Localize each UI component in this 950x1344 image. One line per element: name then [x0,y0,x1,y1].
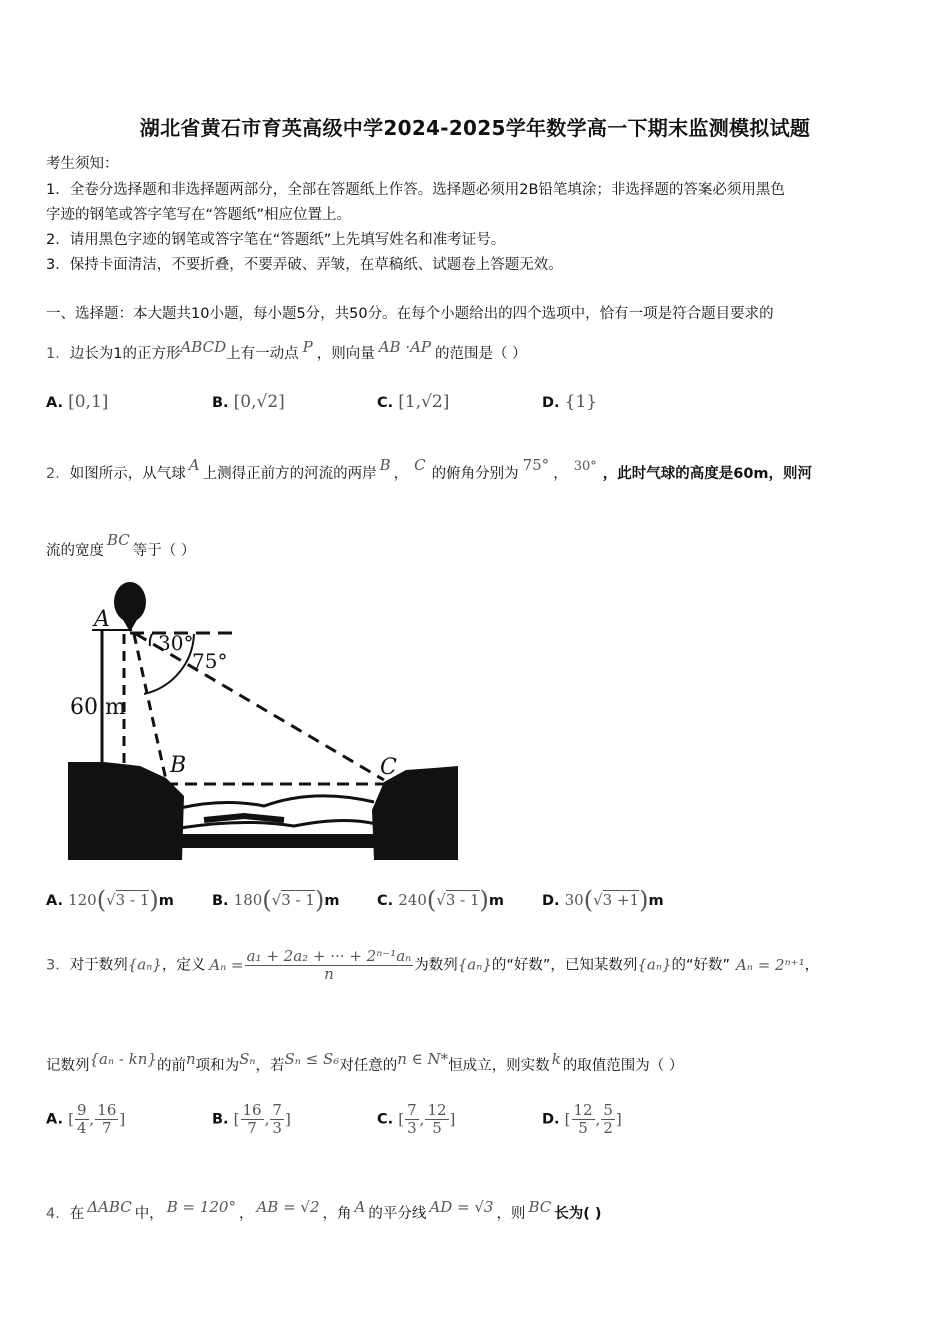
q4-math: BC [528,1198,552,1216]
q3-math: Aₙ = [209,955,244,974]
q2-text: ，此时气球的高度是60m，则河 [602,466,813,482]
option-label: A. [46,893,63,909]
balloon-shape [114,582,146,622]
q2-text: 的俯角分别为 [431,466,519,482]
question-3-cont [46,1050,683,1075]
q3-option-a[interactable]: A. [ $\frac{9}{4}$ , $\frac{16}{7}$ ] [46,1101,126,1137]
q3-text: 记数列 [46,1058,90,1074]
q2-text: ， [553,466,568,482]
q4-text: 长为( ) [554,1206,602,1222]
q3-text: 项和为 [195,1058,240,1074]
q3-text: 为数列 [414,957,458,974]
frac-den: 5 [432,1119,442,1137]
q4-math: ΔABC [87,1198,132,1216]
option-label: A. [46,395,63,411]
q3-text: 的取值范围为（ ） [562,1058,684,1074]
option-label: A. [46,1111,63,1128]
option-label: D. [542,893,560,909]
q4-text: 在 [69,1206,85,1222]
question-3 [46,948,819,983]
q1-option-c[interactable] [377,392,449,412]
q1-math: AB ·AP [378,338,432,356]
frac-num: 12 [427,1101,447,1119]
option-math: [0,√2] [233,392,285,412]
q1-text: 上有一动点 [226,346,299,362]
q3-text: 对于数列 [69,957,128,974]
label-height: 60 m [70,695,126,720]
q1-number: 1． [46,346,70,362]
frac-num: 9 [76,1101,87,1119]
option-unit: m [158,893,174,909]
option-math: [1,√2] [398,392,450,412]
q3-number: 3． [46,957,70,974]
q3-option-d[interactable]: D. [ $\frac{12}{5}$ , $\frac{5}{2}$ ] [542,1101,622,1137]
frac-num: 16 [242,1101,262,1119]
q2-text: ， [393,466,409,482]
q3-denominator: n [324,965,334,983]
q2-text: 等于（ ） [132,543,196,559]
q3-text: ， [804,957,820,974]
frac-num: 12 [573,1101,593,1119]
q3-text: ，若 [255,1058,285,1074]
option-inner: 3 - 1 [281,891,315,909]
option-label: B. [212,893,229,909]
q2-text: 如图所示，从气球 [69,466,186,482]
q3-math: n ∈ N* [397,1050,449,1068]
q4-text: 中， [134,1206,164,1222]
option-coef: 30 [564,891,584,909]
q2-math: B [379,456,391,474]
q3-math: Sₙ [239,1050,256,1068]
notice-item-3: 3．保持卡面清洁，不要折叠，不要弄破、弄皱，在草稿纸、试题卷上答题无效。 [46,257,563,273]
q3-math: k [551,1050,561,1068]
frac-den: 7 [102,1119,112,1137]
q3-text: 的“好数”，已知某数列 [491,957,638,974]
notice-item-2: 2．请用黑色字迹的钢笔或答字笔在“答题纸”上先填写姓名和准考证号。 [46,232,506,248]
q3-text: 的“好数” [671,957,731,974]
question-1 [46,338,527,363]
q4-math: B = 120° [166,1198,236,1216]
q2-math: 30° [573,459,597,474]
question-2 [46,456,812,483]
frac-den: 2 [603,1119,613,1137]
q2-option-c[interactable]: C. 240(√3 - 1)m [377,886,505,914]
q3-math: n [185,1050,196,1068]
q3-math: Sₙ ≤ S₆ [284,1050,340,1068]
q3-text: ，定义 [161,957,206,974]
option-inner: 3 +1 [602,891,640,909]
q1-math: P [302,338,313,356]
q1-text: 边长为1的正方形 [69,346,181,362]
option-coef: 180 [233,891,263,909]
right-bank [372,766,458,860]
question-2-cont [46,531,195,560]
q4-math: A [354,1198,366,1216]
option-label: D. [542,1111,560,1128]
q4-text: ，则 [496,1206,526,1222]
section-heading: 一、选择题：本大题共10小题，每小题5分，共50分。在每个小题给出的四个选项中，恰有一项是符合题目要求的 [46,306,774,322]
option-label: C. [377,1111,394,1128]
frac-den: 5 [578,1119,588,1137]
q3-option-b[interactable]: B. [ $\frac{16}{7}$ , $\frac{7}{3}$ ] [212,1101,291,1137]
option-math: {1} [564,392,598,412]
balloon-river-figure [44,570,484,870]
frac-den: 3 [272,1119,282,1137]
q1-math: ABCD [180,338,227,356]
q4-number: 4． [46,1206,70,1222]
label-a: A [94,607,110,632]
option-label: C. [377,395,394,411]
q4-text: 的平分线 [368,1206,427,1222]
q4-math: AD = √3 [429,1198,494,1216]
frac-num: 5 [603,1101,613,1119]
option-label: B. [212,395,229,411]
frac-den: 4 [76,1119,87,1137]
option-unit: m [488,893,505,909]
q2-math: C [414,456,426,474]
option-unit: m [648,893,664,909]
q2-option-a[interactable]: A. 120(√3 - 1)m [46,886,174,914]
q2-text: 流的宽度 [46,543,104,559]
option-inner: 3 - 1 [115,891,150,909]
option-inner: 3 - 1 [445,891,480,909]
q3-math: {aₙ - kn} [89,1050,157,1068]
option-label: C. [377,893,394,909]
option-coef: 240 [398,891,427,909]
frac-den: 3 [407,1119,417,1137]
left-bank [68,762,184,860]
frac-num: 7 [407,1101,417,1119]
q2-text: 上测得正前方的河流的两岸 [202,466,377,482]
q1-text: 的范围是（ ） [435,346,527,362]
notice-item-1: 1．全卷分选择题和非选择题两部分，全部在答题纸上作答。选择题必须用2B铅笔填涂；非选择题的答案必须用黑色 [46,182,785,198]
q4-math: AB = √2 [256,1198,320,1216]
q3-text: 对任意的 [339,1058,398,1074]
q2-option-d[interactable]: D. 30(√3 +1)m [542,886,664,914]
option-coef: 120 [68,891,97,909]
q3-option-c[interactable]: C. [ $\frac{7}{3}$ , $\frac{12}{5}$ ] [377,1101,456,1137]
q2-number: 2． [46,466,70,482]
q2-math: A [188,456,200,474]
q3-math: {aₙ} [457,955,492,974]
q2-option-b[interactable]: B. 180(√3 - 1)m [212,886,340,914]
q4-text: ，角 [322,1206,352,1222]
q3-math: {aₙ} [127,955,162,974]
label-75deg: 75° [192,649,228,673]
q2-math: BC [107,531,130,549]
notice-item-1-cont: 字迹的钢笔或答字笔写在“答题纸”相应位置上。 [46,207,352,223]
notice-heading: 考生须知： [46,156,119,172]
option-unit: m [324,893,340,909]
q1-option-d[interactable] [542,392,597,412]
q3-math: {aₙ} [637,955,672,974]
q1-option-b[interactable] [212,392,285,412]
page-title: 湖北省黄石市育英高级中学2024-2025学年数学高一下期末监测模拟试题 [139,116,811,140]
option-math: [0,1] [68,392,109,412]
frac-num: 7 [272,1101,282,1119]
option-label: B. [212,1111,229,1128]
q3-text: 恒成立，则实数 [448,1058,550,1074]
q3-numerator: a₁ + 2a₂ + ··· + 2ⁿ⁻¹aₙ [246,947,412,965]
label-30deg: 30° [158,631,194,655]
q3-text: 的前 [156,1058,186,1074]
q1-text: ，则向量 [316,346,375,362]
q3-math: Aₙ = 2ⁿ⁺¹ [736,955,805,974]
frac-num: 16 [97,1101,117,1119]
label-b: B [170,753,187,778]
question-4 [46,1198,602,1223]
q2-math: 75° [522,456,550,474]
label-c: C [380,755,397,780]
q4-text: ， [238,1206,254,1222]
q1-option-a[interactable] [46,392,108,412]
frac-den: 7 [247,1119,257,1137]
option-label: D. [542,395,560,411]
